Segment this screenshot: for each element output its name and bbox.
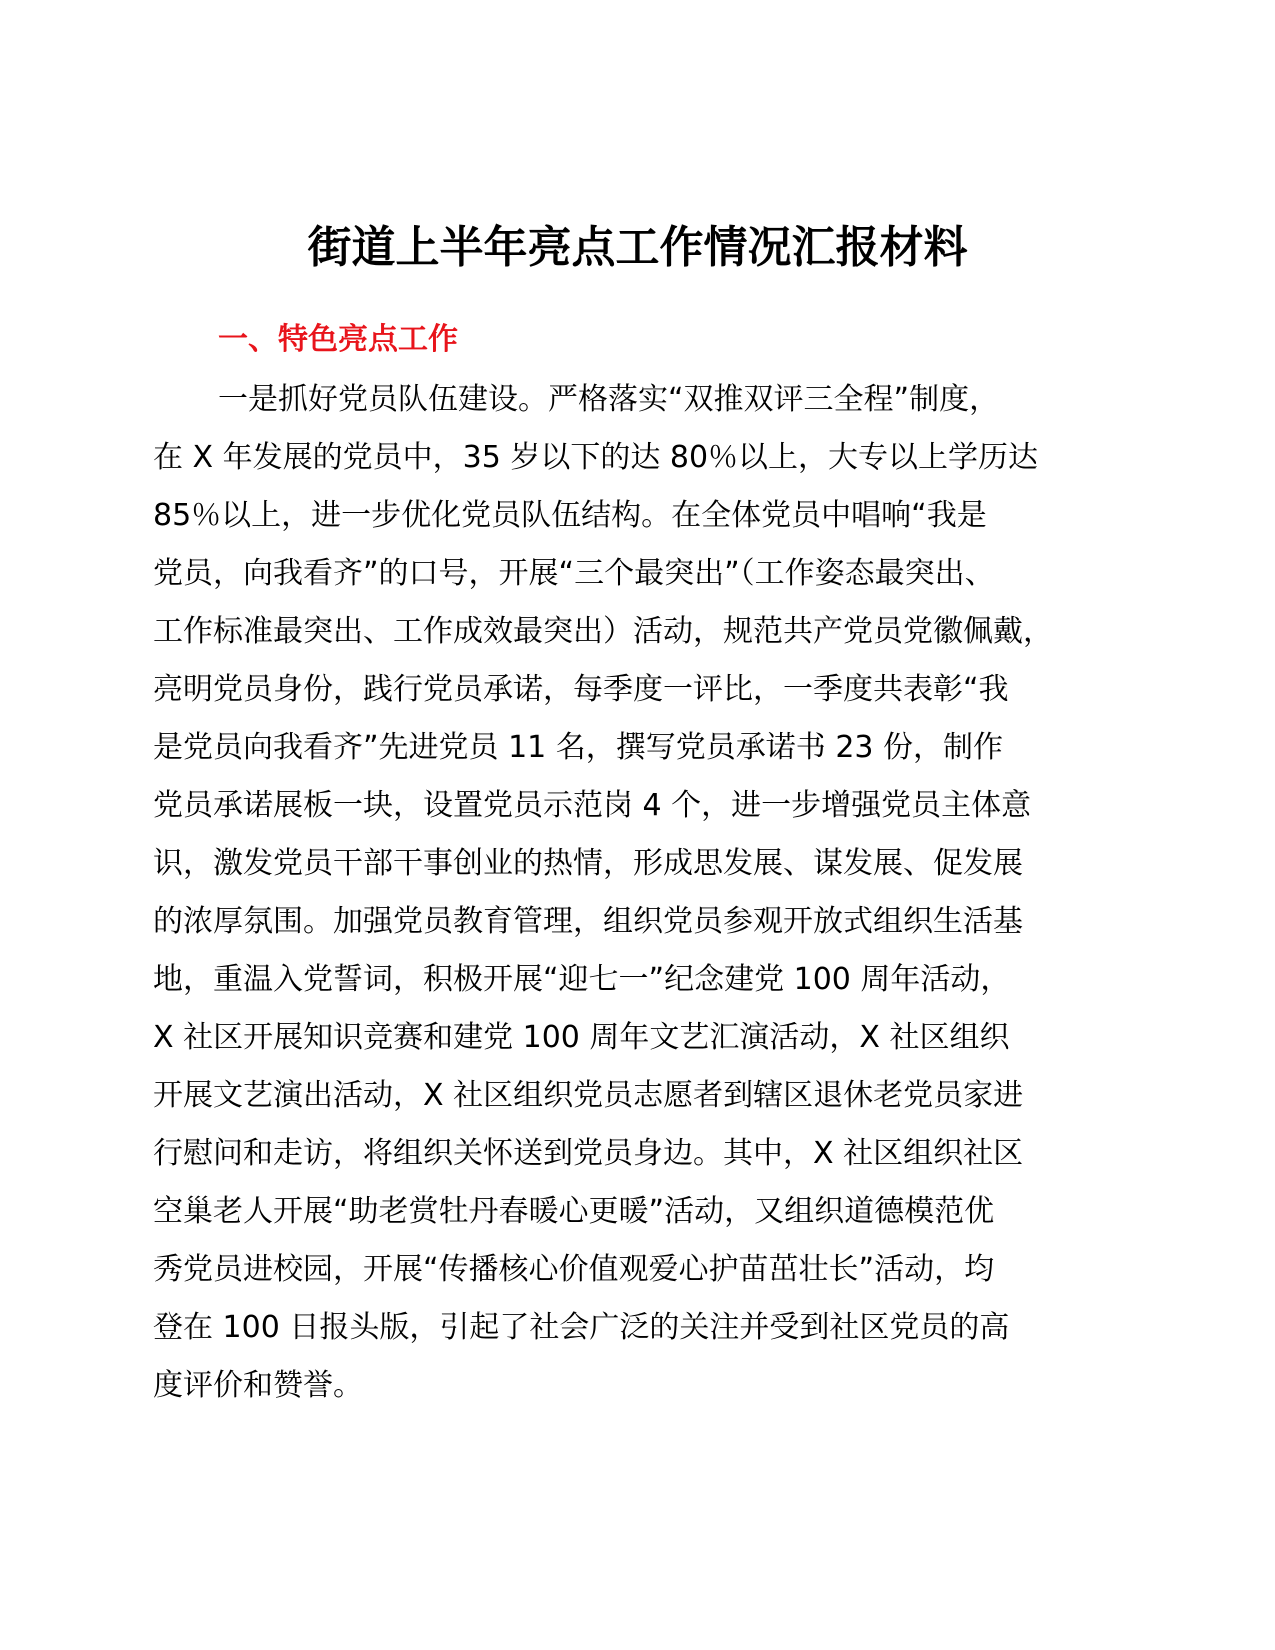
paragraph-line: 度评价和赞誉。	[153, 1368, 363, 1403]
paragraph-line: 党员承诺展板一块，设置党员示范岗 4 个，进一步增强党员主体意	[153, 788, 1032, 823]
paragraph-line: 开展文艺演出活动，X 社区组织党员志愿者到辖区退休老党员家进	[153, 1078, 1024, 1113]
paragraph-line: 85％以上，进一步优化党员队伍结构。在全体党员中唱响“我是	[153, 498, 987, 533]
body-paragraph	[153, 371, 1153, 1415]
paragraph-line: 是党员向我看齐”先进党员 11 名，撰写党员承诺书 23 份，制作	[153, 730, 1004, 765]
section-heading: 一、特色亮点工作	[218, 322, 458, 357]
paragraph-line: 秀党员进校园，开展“传播核心价值观爱心护苗茁壮长”活动，均	[153, 1252, 995, 1287]
paragraph-line: 一是抓好党员队伍建设。严格落实“双推双评三全程”制度，	[218, 382, 1000, 417]
paragraph-line: 行慰问和走访，将组织关怀送到党员身边。其中，X 社区组织社区	[153, 1136, 1024, 1171]
document-title: 街道上半年亮点工作情况汇报材料	[307, 222, 968, 273]
paragraph-line: 地，重温入党誓词，积极开展“迎七一”纪念建党 100 周年活动，	[153, 962, 1011, 997]
paragraph-line: 党员，向我看齐”的口号，开展“三个最突出”（工作姿态最突出、	[153, 556, 995, 591]
paragraph-line: 识，激发党员干部干事创业的热情，形成思发展、谋发展、促发展	[153, 846, 1023, 881]
paragraph-line: 亮明党员身份，践行党员承诺，每季度一评比，一季度共表彰“我	[153, 672, 1009, 707]
paragraph-line: X 社区开展知识竞赛和建党 100 周年文艺汇演活动，X 社区组织	[153, 1020, 1010, 1055]
paragraph-line: 在 X 年发展的党员中，35 岁以下的达 80％以上，大专以上学历达	[153, 440, 1039, 475]
paragraph-line: 空巢老人开展“助老赏牡丹春暖心更暖”活动，又组织道德模范优	[153, 1194, 995, 1229]
paragraph-line: 登在 100 日报头版，引起了社会广泛的关注并受到社区党员的高	[153, 1310, 1010, 1345]
paragraph-line: 的浓厚氛围。加强党员教育管理，组织党员参观开放式组织生活基	[153, 904, 1023, 939]
paragraph-line: 工作标准最突出、工作成效最突出）活动，规范共产党员党徽佩戴，	[153, 614, 1053, 649]
